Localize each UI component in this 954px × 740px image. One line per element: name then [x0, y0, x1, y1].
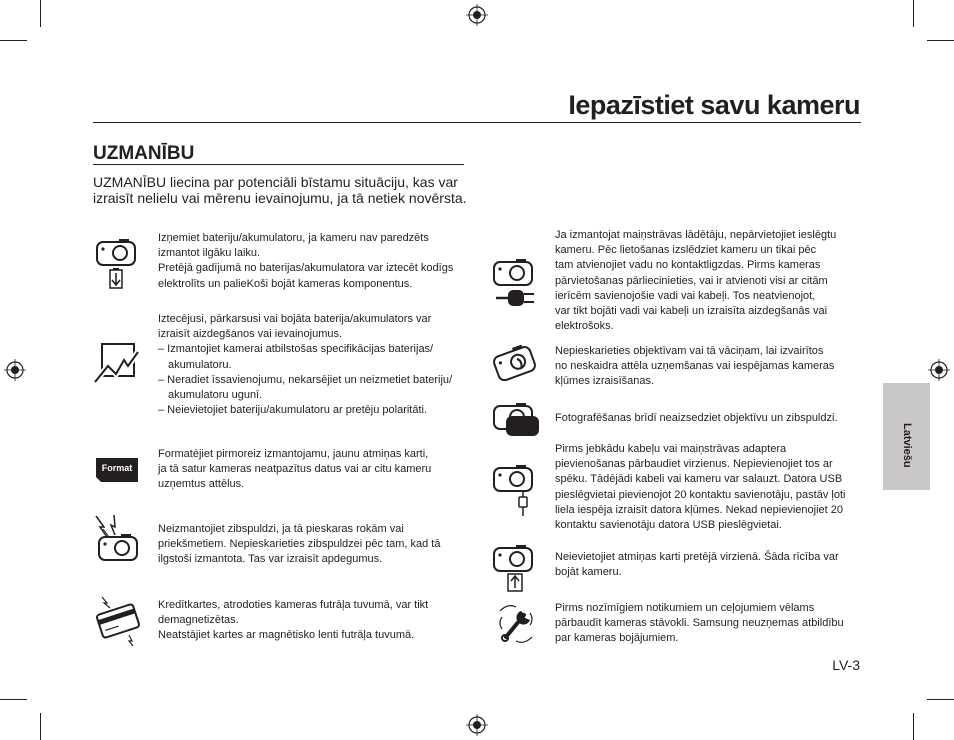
right-item-2	[555, 344, 867, 390]
item-text: Formatējiet pirmoreiz izmantojamu, jaunu atmiņas karti,	[158, 448, 429, 460]
left-item-5	[158, 598, 468, 644]
crop-mark	[913, 713, 914, 740]
item-text: priekšmetiem. Nepieskarieties zibspuldzei pēc tam, kad tā	[158, 538, 441, 551]
item-text: akumulatoru.	[168, 358, 232, 371]
title-rule	[93, 122, 861, 123]
format-card-icon	[95, 457, 139, 483]
right-item-3	[555, 411, 867, 426]
item-text: no neskaidra attēla uzņemšanas vai iespējamas kameras	[555, 360, 835, 373]
item-text: elektrošoks.	[555, 320, 614, 333]
item-text: ilgstoši izmantota. Tas var izraisīt apdegumus.	[158, 553, 383, 566]
memory-card-direction-icon	[492, 544, 536, 592]
item-text: Iztecējusi, pārkarsusi vai bojāta baterija/akumulators var	[158, 313, 432, 325]
left-item-1	[158, 231, 468, 292]
section-heading: UZMANĪBU	[93, 143, 195, 164]
item-text: – Neradiet īssavienojumu, nekarsējiet un neizmetiet bateriju/	[158, 373, 453, 386]
item-text: spēku. Tādējādi kabeli vai kameru var salauzt. Datora USB	[555, 473, 843, 486]
item-text: Neatstājiet kartes ar magnētisko lenti futrāļa tuvumā.	[158, 629, 415, 642]
item-text: ierīcēm savienojošie vadi vai kabeļi. Tos neatvienojot,	[555, 289, 816, 302]
lens-touch-icon	[493, 343, 537, 387]
item-text: liela iespēja izraisīt datora kļūmes. Nekad nepievienojiet 20	[555, 503, 843, 516]
page-number: LV-3	[832, 657, 860, 673]
right-item-6	[555, 601, 867, 647]
item-text: Izņemiet bateriju/akumulatoru, ja kameru nav paredzēts	[158, 232, 429, 244]
camera-plug-icon	[492, 258, 536, 310]
registration-mark-icon	[4, 359, 26, 381]
item-text: Kredītkartes, atrodoties kameras futrāļa tuvumā, var tikt	[158, 599, 429, 611]
item-text: pievienošanas pārbaudiet virzienus. Nepievienojiet tos ar	[555, 458, 833, 471]
item-text: kontaktu savienotāju datora USB pieslēgvietai.	[555, 519, 782, 532]
right-item-4	[555, 442, 867, 533]
item-text: kameru. Pēc lietošanas izslēdziet kameru un tikai pēc	[555, 244, 817, 257]
item-text: uzņemtus attēlus.	[158, 478, 245, 491]
item-text: elektrolīts un palieKoši bojāt kameras komponentus.	[158, 277, 413, 290]
left-item-3	[158, 447, 468, 493]
registration-mark-icon	[466, 4, 488, 26]
item-text: bojāt kameru.	[555, 566, 622, 579]
item-text: Ja izmantojat maiņstrāvas lādētāju, nepārvietojiet ieslēgtu	[555, 229, 837, 241]
item-text: pieslēgvietai pievienojot 20 kontaktu savienotāju, pastāv ļoti	[555, 488, 846, 501]
registration-mark-icon	[466, 714, 488, 736]
language-tab-label: Latviešu	[901, 423, 913, 468]
item-text: – Izmantojiet kamerai atbilstošas specifikācijas baterijas/	[158, 343, 434, 356]
registration-mark-icon	[928, 359, 950, 381]
camera-battery-icon	[95, 238, 139, 290]
item-text: Pretējā gadījumā no baterijas/akumulatora var iztecēt kodīgs	[158, 262, 454, 275]
item-text: – Neievietojiet bateriju/akumulatoru ar pretēju polaritāti.	[158, 404, 428, 417]
item-text: Pirms jebkādu kabeļu vai maiņstrāvas adaptera	[555, 443, 787, 455]
item-text: ja tā satur kameras neatpazītus datus vai ar citu kameru	[158, 463, 432, 476]
item-text: izraisīt aizdegšanos vai ievainojumus.	[158, 328, 343, 341]
intro-text: UZMANĪBU liecina par potenciāli bīstamu situāciju, kas var izraisīt nelielu vai mērenu ievainojumu, ja tā netiek novērsta.	[93, 174, 467, 206]
item-text: par kameras bojājumiem.	[555, 632, 679, 645]
wrench-camera-icon	[494, 601, 538, 647]
section-rule	[93, 164, 464, 165]
item-text: pārbaudīt kameras stāvokli. Samsung neuzņemas atbildību	[555, 617, 844, 630]
item-text: kļūmes izraisīšanas.	[555, 375, 655, 388]
item-text: Pirms nozīmīgiem notikumiem un ceļojumiem vēlams	[555, 602, 815, 614]
right-item-1	[555, 228, 867, 334]
left-item-2	[158, 312, 470, 418]
crop-mark	[40, 0, 41, 27]
page-title: Iepazīstiet savu kameru	[568, 90, 860, 120]
crop-mark	[927, 40, 954, 41]
format-label: Format	[101, 463, 133, 473]
language-tab	[883, 383, 930, 490]
credit-card-magnet-icon	[93, 595, 143, 647]
right-item-5	[555, 550, 867, 580]
camera-usb-icon	[492, 464, 536, 518]
crop-mark	[927, 699, 954, 700]
lens-cover-icon	[492, 402, 540, 438]
flash-warning-icon	[93, 513, 141, 565]
item-text: pārvietošanas pārliecinieties, vai ir atvienoti visi ar citām	[555, 274, 828, 287]
item-text: Nepieskarieties objektīvam vai tā vāciņam, lai izvairītos	[555, 345, 824, 357]
crop-mark	[913, 0, 914, 27]
item-text: Fotografēšanas brīdī neaizsedziet objektīvu un zibspuldzi.	[555, 412, 838, 424]
item-text: Neizmantojiet zibspuldzi, ja tā pieskaras rokām vai	[158, 523, 404, 535]
damaged-battery-icon	[94, 342, 140, 384]
crop-mark	[0, 699, 27, 700]
item-text: tam atvienojiet vadu no kontaktligzdas. Pirms kameras	[555, 259, 821, 272]
item-text: akumulatoru ugunī.	[168, 389, 263, 402]
item-text: izmantot ilgāku laiku.	[158, 247, 261, 260]
item-text: Neievietojiet atmiņas karti pretējā virzienā. Šāda rīcība var	[555, 551, 839, 563]
left-item-4	[158, 522, 468, 568]
item-text: var tikt bojāti vadi vai kabeļi un izraisīta aizdegšanās vai	[555, 305, 828, 318]
crop-mark	[40, 713, 41, 740]
crop-mark	[0, 40, 27, 41]
item-text: demagnetizētas.	[158, 614, 239, 627]
